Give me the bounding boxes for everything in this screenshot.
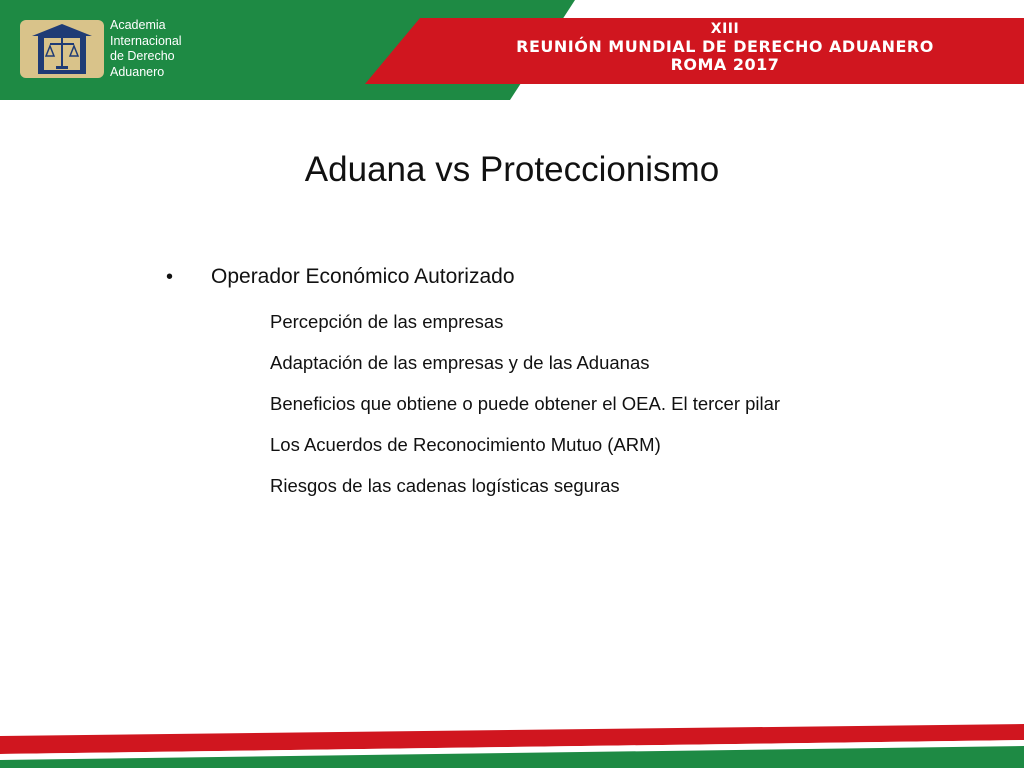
bullet-icon: • (166, 266, 174, 288)
event-banner-text (420, 20, 1024, 74)
academy-logo (20, 20, 104, 78)
academy-name-line: Academia (110, 18, 166, 32)
sub-item: Beneficios que obtiene o puede obtener el OEA. El tercer pilar (270, 393, 781, 414)
scales-of-justice-icon (20, 20, 104, 78)
sub-item: Riesgos de las cadenas logísticas seguras (270, 475, 620, 496)
event-location-year: ROMA 2017 (670, 55, 780, 74)
sub-item-list (270, 310, 780, 515)
event-name: REUNIÓN MUNDIAL DE DERECHO ADUANERO (516, 37, 934, 56)
sub-item: Los Acuerdos de Reconocimiento Mutuo (ARM) (270, 434, 661, 455)
academy-name-line: de Derecho (110, 49, 175, 63)
academy-name-line: Internacional (110, 33, 182, 48)
sub-item: Percepción de las empresas (270, 311, 504, 332)
main-bullet-text: Operador Económico Autorizado (211, 265, 515, 288)
sub-item: Adaptación de las empresas y de las Aduanas (270, 352, 650, 373)
slide-title: Aduana vs Proteccionismo (304, 150, 720, 189)
academy-name (110, 18, 230, 80)
academy-name-line: Aduanero (110, 64, 165, 79)
event-edition: XIII (710, 21, 740, 37)
